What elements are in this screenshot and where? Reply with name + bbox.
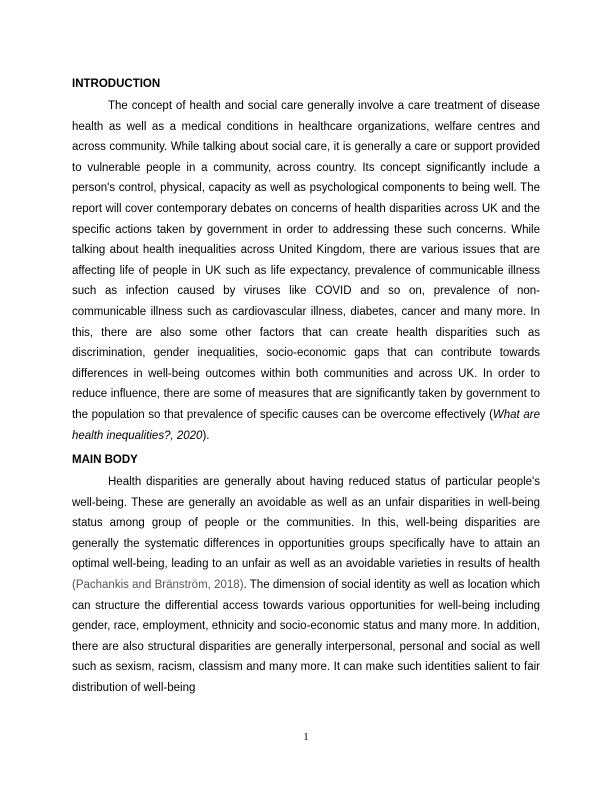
main-body-heading: MAIN BODY [72,454,138,467]
introduction-text: The concept of health and social care generally involve a care treatment of disease health as well as a medical conditions in healthcare organizations, welfare centres and across community. While talking about social care, it is generally a care or support provided to vulnerable people in a community, across country. Its concept significantly include a person's control, physical, capacity as well as psychological components to being well. The report will cover contemporary debates on concerns of health disparities across UK and the specific actions taken by government in order to addressing these such concerns. While talking about health inequalities across United Kingdom, there are various issues that are affecting life of people in UK such as life expectancy, prevalence of communicable illness such as infection caused by viruses like COVID and so on, prevalence of non-communicable illness such as cardiovascular illness, diabetes, cancer and many more. In this, there are also some other factors that can create health disparities such as discrimination, gender inequalities, socio-economic gaps that can contribute towards differences in well-being outcomes within both communities and across UK. In order to reduce influence, there are some of measures that are significantly taken by government to the population so that prevalence of specific causes can be overcome effectively ( [72,100,540,421]
introduction-paragraph [72,96,540,446]
main-body-text-before: Health disparities are generally about having reduced status of particular people's well-being. These are generally an avoidable as well as an unfair disparities in well-being status among group of people or the communities. In this, well-being disparities are generally the systematic differences in opportunities groups specifically have to attain an optimal well-being, leading to an unfair as well as an avoidable varieties in results of health [72,476,540,571]
page-content [72,76,540,699]
page-number: 1 [303,731,309,743]
main-body-paragraph [72,472,540,699]
main-body-text-after: . The dimension of social identity as well as location which can structure the differential access towards various opportunities for well-being including gender, race, employment, ethnicity and socio-economic status and many more. In addition, there are also structural disparities are generally interpersonal, personal and social as well such as sexism, racism, classism and many more. It can make such identities salient to fair distribution of well-being [72,579,540,695]
introduction-paragraph-end: ). [202,429,210,442]
main-body-citation: (Pachankis and Bränström, 2018) [72,579,244,592]
introduction-heading: INTRODUCTION [72,78,161,90]
introduction-citation: What are health inequalities?, 2020 [72,408,540,442]
